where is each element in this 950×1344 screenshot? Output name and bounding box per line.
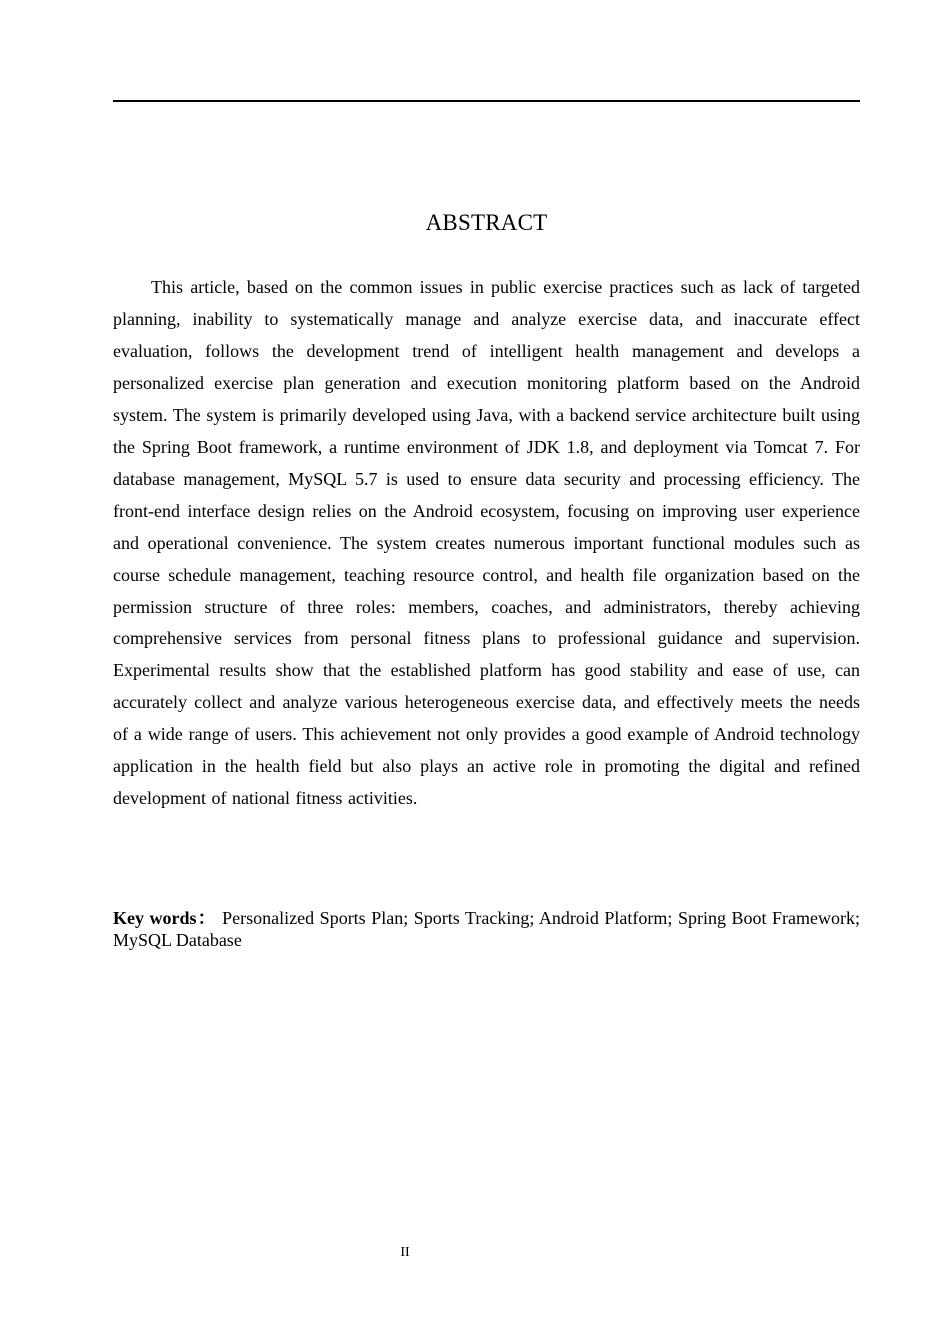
keywords-label: Key words： <box>113 908 217 928</box>
keywords-text: Personalized Sports Plan; Sports Tracking; Android Platform; Spring Boot Framework; MySQL Database <box>113 908 861 950</box>
header-rule <box>113 100 860 102</box>
keywords-line <box>113 907 860 951</box>
abstract-body: This article, based on the common issues in public exercise practices such as lack of targeted planning, inability to systematically manage and analyze exercise data, and inaccurate effect evaluation, follows the development trend of intelligent health management and develops a personalized exercise plan generation and execution monitoring platform based on the Android system. The system is primarily developed using Java, with a backend service architecture built using the Spring Boot framework, a runtime environment of JDK 1.8, and deployment via Tomcat 7. For database management, MySQL 5.7 is used to ensure data security and processing efficiency. The front-end interface design relies on the Android ecosystem, focusing on improving user experience and operational convenience. The system creates numerous important functional modules such as course schedule management, teaching resource control, and health file organization based on the permission structure of three roles: members, coaches, and administrators, thereby achieving comprehensive services from personal fitness plans to professional guidance and supervision. Experimental results show that the established platform has good stability and ease of use, can accurately collect and analyze various heterogeneous exercise data, and effectively meets the needs of a wide range of users. This achievement not only provides a good example of Android technology application in the health field but also plays an active role in promoting the digital and refined development of national fitness activities. <box>113 277 860 809</box>
page-number: II <box>400 1245 410 1260</box>
abstract-title: ABSTRACT <box>425 210 548 235</box>
